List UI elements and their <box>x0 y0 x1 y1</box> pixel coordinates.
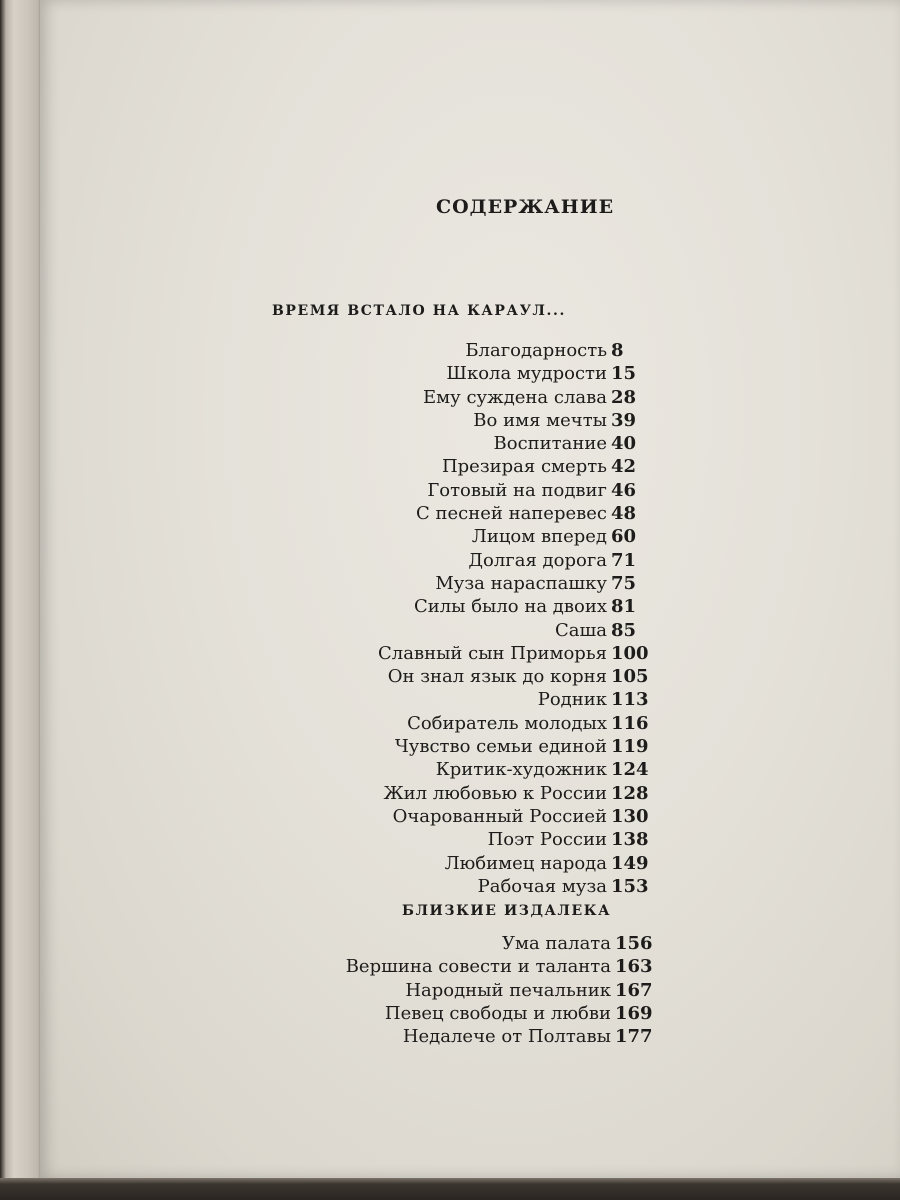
toc-entry-page: 130 <box>611 805 649 827</box>
page-heading: СОДЕРЖАНИЕ <box>436 196 615 218</box>
toc-entry-page: 85 <box>611 619 637 641</box>
toc-entry-title: Долгая дорога <box>468 549 607 571</box>
section-title-2: БЛИЗКИЕ ИЗДАЛЕКА <box>402 903 612 919</box>
toc-entry-page: 177 <box>615 1026 653 1048</box>
toc-entry-page: 71 <box>611 549 637 571</box>
toc-entry <box>40 619 657 642</box>
toc-entry-page: 128 <box>611 782 649 804</box>
toc-list-1 <box>40 339 657 898</box>
toc-entry-title: Готовый на подвиг <box>427 479 607 501</box>
toc-entry-title: Муза нараспашку <box>435 572 607 594</box>
toc-entry-page: 105 <box>611 666 649 688</box>
toc-entry-title: Ему суждена слава <box>423 386 607 408</box>
toc-entry-title: Очарованный Россией <box>392 805 607 827</box>
toc-entry <box>40 362 657 385</box>
toc-entry-title: Певец свободы и любви <box>384 1002 611 1024</box>
toc-entry-title: Во имя мечты <box>473 409 607 431</box>
toc-entry <box>40 712 657 735</box>
toc-entry <box>40 595 657 618</box>
toc-entry-page: 48 <box>611 503 637 525</box>
toc-entry-page: 42 <box>611 456 637 478</box>
toc-entry <box>40 1025 661 1048</box>
toc-entry <box>40 828 657 851</box>
toc-entry <box>40 549 657 572</box>
toc-entry-title: Жил любовью к России <box>383 782 607 804</box>
toc-entry-page: 39 <box>611 409 637 431</box>
toc-entry-page: 167 <box>615 979 653 1001</box>
toc-entry-title: Славный сын Приморья <box>378 642 607 664</box>
toc-entry <box>40 758 657 781</box>
toc-entry <box>40 852 657 875</box>
toc-entry <box>40 642 657 665</box>
toc-entry <box>40 1002 661 1025</box>
toc-list-2 <box>40 932 661 1048</box>
toc-entry-page: 75 <box>611 572 637 594</box>
toc-entry <box>40 955 661 978</box>
toc-entry-page: 116 <box>611 712 649 734</box>
toc-entry-page: 156 <box>615 933 653 954</box>
toc-entry <box>40 875 657 898</box>
toc-entry-page: 119 <box>611 736 649 758</box>
toc-entry <box>40 979 661 1002</box>
toc-entry-title: Школа мудрости <box>446 363 607 385</box>
toc-entry <box>40 572 657 595</box>
toc-entry-title: Недалече от Полтавы <box>402 1026 611 1048</box>
toc-entry <box>40 409 657 432</box>
toc-entry-page: 124 <box>611 759 649 781</box>
toc-entry-page: 153 <box>611 875 649 897</box>
toc-entry <box>40 525 657 548</box>
toc-entry-title: Ума палата <box>501 933 611 954</box>
toc-entry <box>40 735 657 758</box>
toc-entry-page: 28 <box>611 386 637 408</box>
toc-entry <box>40 932 661 955</box>
toc-entry-page: 100 <box>611 642 649 664</box>
toc-entry <box>40 665 657 688</box>
toc-entry-title: Воспитание <box>493 433 607 455</box>
toc-entry-title: Рабочая муза <box>477 875 607 897</box>
toc-entry-title: Народный печальник <box>405 979 611 1001</box>
toc-entry-title: Благодарность <box>465 340 607 361</box>
toc-entry <box>40 502 657 525</box>
toc-entry-title: Презирая смерть <box>441 456 607 478</box>
toc-entry <box>40 688 657 711</box>
toc-entry-title: С песней наперевес <box>415 503 607 525</box>
toc-entry-page: 169 <box>615 1002 653 1024</box>
book-page <box>40 0 900 1178</box>
toc-entry-title: Критик-художник <box>435 759 607 781</box>
toc-entry-page: 60 <box>611 526 637 548</box>
toc-entry-title: Родник <box>537 689 607 711</box>
toc-entry-title: Силы было на двоих <box>413 596 607 618</box>
toc-entry <box>40 782 657 805</box>
toc-entry <box>40 386 657 409</box>
toc-entry-title: Чувство семьи единой <box>394 736 607 758</box>
toc-entry <box>40 455 657 478</box>
toc-entry-title: Поэт России <box>487 829 607 851</box>
toc-entry-page: 81 <box>611 596 637 618</box>
toc-entry-page: 8 <box>611 340 624 361</box>
toc-entry <box>40 479 657 502</box>
toc-entry-page: 46 <box>611 479 637 501</box>
toc-entry-title: Собиратель молодых <box>407 712 607 734</box>
toc-entry <box>40 339 657 362</box>
page-bottom-edge <box>0 1178 900 1200</box>
toc-entry-page: 40 <box>611 433 637 455</box>
toc-entry-page: 149 <box>611 852 649 874</box>
toc-entry-page: 113 <box>611 689 649 711</box>
toc-entry-title: Вершина совести и таланта <box>345 956 611 978</box>
book-spine-edge <box>0 0 42 1200</box>
toc-entry-title: Лицом вперед <box>471 526 607 548</box>
toc-entry-page: 138 <box>611 829 649 851</box>
toc-entry-title: Любимец народа <box>444 852 607 874</box>
toc-entry-title: Саша <box>555 619 607 641</box>
toc-entry-page: 15 <box>611 363 637 385</box>
toc-entry <box>40 805 657 828</box>
toc-entry-page: 163 <box>615 956 653 978</box>
toc-entry-title: Он знал язык до корня <box>387 666 607 688</box>
section-title-1: ВРЕМЯ ВСТАЛО НА КАРАУЛ... <box>272 303 566 319</box>
toc-entry <box>40 432 657 455</box>
